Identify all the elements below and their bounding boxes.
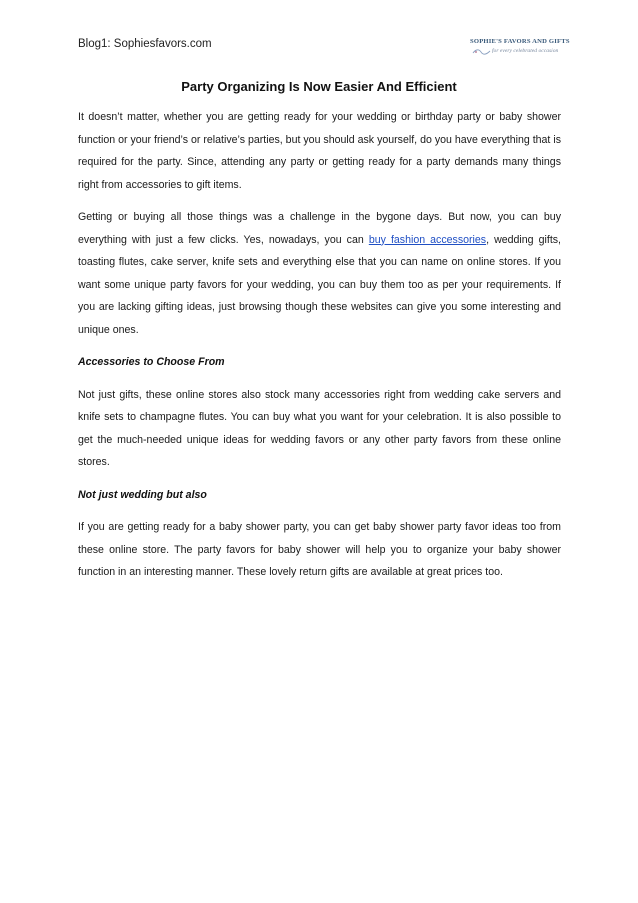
paragraph-baby-shower: If you are getting ready for a baby shower party, you can get baby shower party favor ideas too from these online store. The party favors for baby shower will help you to organize your baby shower function in an interesting manner. These lovely return gifts are available at great prices too. bbox=[78, 521, 561, 578]
document-body bbox=[78, 106, 561, 594]
paragraph-buying-text-start: Getting or buying all those things was a challenge in the bygone days. But now, you can buy everything with just a few clicks. Yes, nowadays, you can bbox=[78, 211, 561, 246]
section-heading-accessories: Accessories to Choose From bbox=[78, 356, 225, 368]
paragraph-intro: It doesn’t matter, whether you are getting ready for your wedding or birthday party or baby shower function or your friend’s or relative’s parties, but you should ask yourself, do you have everything that is required for the party. Since, attending any party or getting ready for a party demands many things right from accessories to gift items. bbox=[78, 111, 561, 191]
logo-tagline: for every celebrated occasion bbox=[492, 48, 559, 54]
section-heading-not-just-wedding: Not just wedding but also bbox=[78, 488, 207, 501]
paragraph-accessories: Not just gifts, these online stores also stock many accessories right from wedding cake servers and knife sets to champagne flutes. You can buy what you want for your celebration. It is also possible to get the much-needed unique ideas for wedding favors or any other party favors from these online stores. bbox=[78, 388, 561, 468]
paragraph-buying-text-end: , wedding gifts, toasting flutes, cake server, knife sets and everything else that you can name on online stores. If you want some unique party favors for your wedding, you can buy them too as per your requirements. If you are lacking gifting ideas, just browsing though these websites can give you some interesting and unique ones. bbox=[78, 233, 561, 336]
paragraph-buying bbox=[78, 206, 561, 341]
logo-title: SOPHIE'S FAVORS AND GIFTS bbox=[470, 38, 570, 45]
buy-fashion-accessories-link[interactable]: buy fashion accessories bbox=[368, 233, 487, 246]
document-title: Party Organizing Is Now Easier And Efficient bbox=[181, 79, 457, 94]
brand-logo bbox=[470, 38, 570, 60]
logo-swirl-icon bbox=[472, 48, 492, 56]
page-header-label: Blog1: Sophiesfavors.com bbox=[78, 38, 212, 50]
